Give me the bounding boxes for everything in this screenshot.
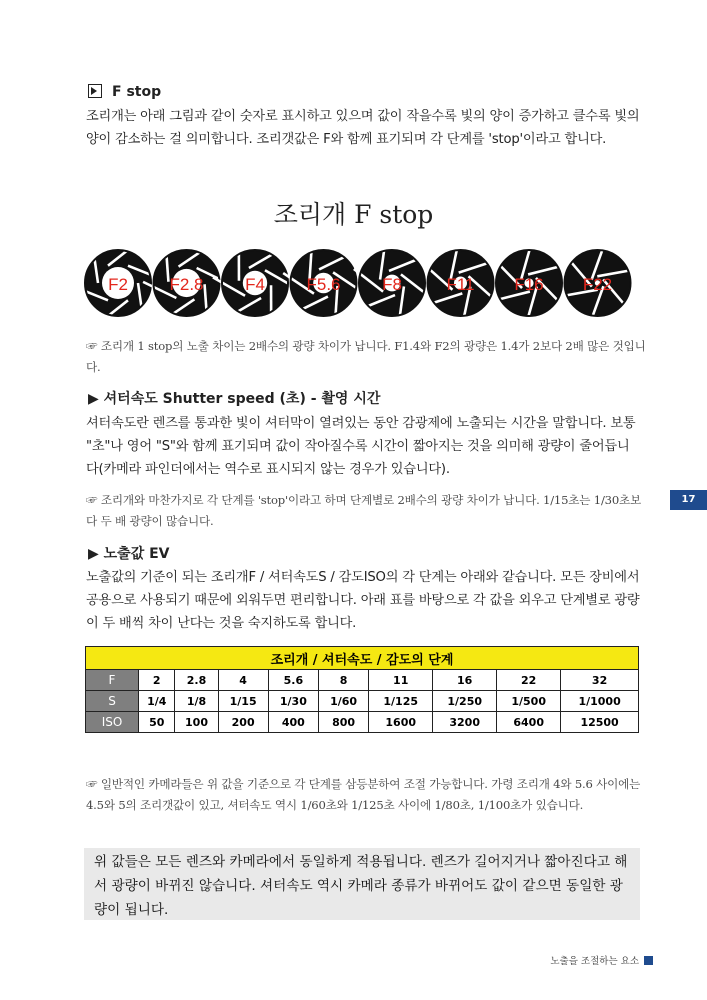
table-cell: 1/60 [318, 691, 368, 712]
table-cell: 800 [318, 712, 368, 733]
table-cell: 3200 [433, 712, 497, 733]
shutter-note: ☞ 조리개와 마찬가지로 각 단계를 'stop'이라고 하며 단계별로 2배수의 광량 차이가 납니다. 1/15초는 1/30초보다 두 배 광량이 많습니다. [86, 493, 642, 528]
aperture-icon [561, 248, 633, 318]
aperture-label: F2.8 [169, 275, 204, 294]
shutter-heading: ▶ 셔터속도 Shutter speed (초) - 촬영 시간 [88, 391, 381, 407]
table-cell: 1/30 [268, 691, 318, 712]
table-cell: 1600 [369, 712, 433, 733]
table-header-row [86, 647, 639, 670]
table-cell: 1/8 [175, 691, 218, 712]
table-cell: 1/15 [218, 691, 268, 712]
aperture-label: F22 [582, 275, 613, 294]
aperture-row [82, 248, 642, 318]
aperture-diagram [82, 248, 642, 318]
table-cell: 50 [139, 712, 175, 733]
footer-text: 노출을 조절하는 요소 [550, 956, 639, 967]
ev-table [85, 646, 639, 733]
fstop-heading: F stop [88, 84, 161, 100]
info-box-text: 위 값들은 모든 렌즈와 카메라에서 동일하게 적용됩니다. 렌즈가 길어지거나 짧아진다고 해서 광량이 바뀌진 않습니다. 셔터속도 역시 카메라 종류가 바뀌어도 값이 같으면 동일한 광량이 됩니다. [94, 854, 628, 918]
aperture-icon [82, 248, 162, 318]
table-cell: 2.8 [175, 670, 218, 691]
aperture-icon [494, 248, 564, 318]
info-box [84, 848, 640, 920]
ev-paragraph: 노출값의 기준이 되는 조리개F / 셔터속도S / 감도ISO의 각 단계는 아래와 같습니다. 모든 장비에서 공용으로 사용되기 때문에 외워두면 편리합니다. 아래 표를 바탕으로 각 값을 외우고 단계별로 광량이 두 배씩 차이 난다는 것을 숙지하도록 합니다. [86, 570, 640, 631]
table-cell: 1/4 [139, 691, 175, 712]
table-cell: 1/500 [497, 691, 561, 712]
ev-note: ☞ 일반적인 카메라들은 위 값을 기준으로 각 단계를 삼등분하여 조절 가능합니다. 가령 조리개 4와 5.6 사이에는 4.5와 5의 조리갯값이 있고, 셔터속도 역시 1/60초와 1/125초 사이에 1/80초, 1/100초가 있습니다. [86, 777, 641, 812]
table-cell: 2 [139, 670, 175, 691]
aperture-icon [354, 248, 430, 318]
fstop-paragraph: 조리개는 아래 그림과 같이 숫자로 표시하고 있으며 값이 작을수록 빛의 양이 증가하고 클수록 빛의 양이 감소하는 걸 의미합니다. 조리갯값은 F와 함께 표기되며 각 단계를 'stop'이라고 합니다. [86, 109, 640, 147]
row-label: F [86, 670, 139, 691]
aperture-icon [283, 248, 364, 318]
table-cell: 4 [218, 670, 268, 691]
page-number: 17 [670, 490, 707, 510]
table-cell: 12500 [561, 712, 639, 733]
table-cell: 1/250 [433, 691, 497, 712]
aperture-label: F11 [446, 275, 475, 294]
aperture-label: F8 [382, 275, 402, 294]
table-cell: 1/1000 [561, 691, 639, 712]
table-cell: 8 [318, 670, 368, 691]
square-icon [644, 956, 653, 965]
row-label: S [86, 691, 139, 712]
table-cell: 5.6 [268, 670, 318, 691]
table-cell: 16 [433, 670, 497, 691]
arrow-box-icon [88, 84, 102, 98]
shutter-paragraph: 셔터속도란 렌즈를 통과한 빛이 셔터막이 열려있는 동안 감광제에 노출되는 시간을 말합니다. 보통 "초"나 영어 "S"와 함께 표기되며 값이 작아질수록 시간이 짧아지는 것을 의미해 광량이 줄어듭니다(카메라 파인더에서는 역수로 표시되지 않는 경우가 있습니다). [86, 416, 636, 477]
footer [550, 953, 653, 967]
aperture-icon [425, 248, 496, 318]
aperture-icon [143, 248, 230, 318]
table-row [86, 712, 639, 733]
table-cell: 100 [175, 712, 218, 733]
row-label: ISO [86, 712, 139, 733]
aperture-label: F4 [245, 275, 265, 294]
table-cell: 22 [497, 670, 561, 691]
table-cell: 400 [268, 712, 318, 733]
aperture-label: F16 [514, 275, 544, 294]
aperture-label: F2 [108, 275, 128, 294]
table-cell: 6400 [497, 712, 561, 733]
aperture-icon [213, 248, 297, 318]
fstop-note: ☞ 조리개 1 stop의 노출 차이는 2배수의 광량 차이가 납니다. F1.4와 F2의 광량은 1.4가 2보다 2배 많은 것입니다. [86, 339, 646, 374]
table-cell: 200 [218, 712, 268, 733]
table-row [86, 691, 639, 712]
table-cell: 11 [369, 670, 433, 691]
table-header: 조리개 / 셔터속도 / 감도의 단계 [86, 647, 639, 670]
table-cell: 1/125 [369, 691, 433, 712]
table-row [86, 670, 639, 691]
aperture-label: F5.6 [306, 275, 341, 294]
ev-heading: ▶ 노출값 EV [88, 546, 170, 562]
table-cell: 32 [561, 670, 639, 691]
diagram-title: 조리개 F stop [273, 200, 434, 229]
